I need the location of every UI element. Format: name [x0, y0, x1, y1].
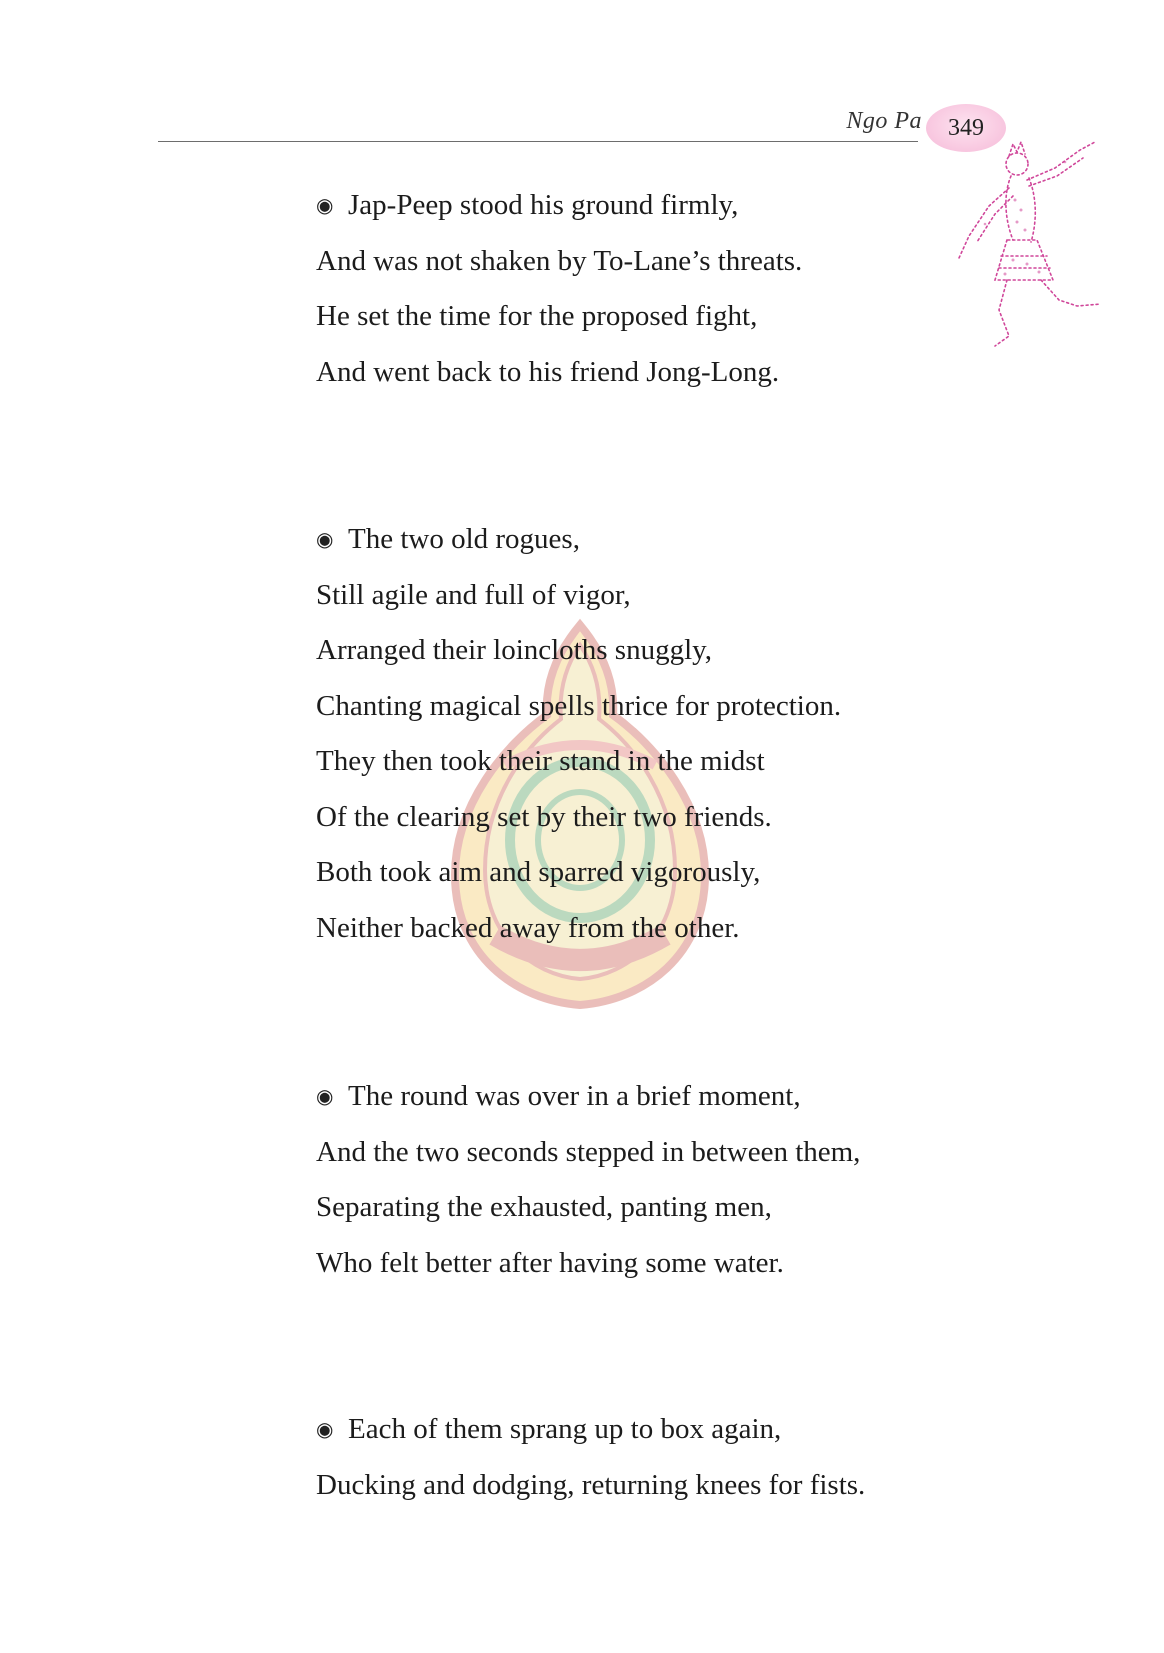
bullet-icon: ◉: [316, 1419, 334, 1441]
verse-line: And the two seconds stepped in between them,: [316, 1135, 861, 1168]
verse-line: They then took their stand in the midst: [316, 745, 765, 777]
verse-line: Still agile and full of vigor,: [316, 578, 631, 611]
dancer-illustration: [955, 140, 1115, 350]
verse-line: Neither backed away from the other.: [316, 911, 740, 944]
bullet-icon: ◉: [316, 529, 334, 551]
verse-line: He set the time for the proposed fight,: [316, 300, 758, 332]
verse-line: And went back to his friend Jong-Long.: [316, 355, 780, 388]
verse-stanza: [316, 1069, 860, 1291]
bullet-icon: ◉: [316, 1086, 334, 1108]
verse-line: Both took aim and sparred vigorously,: [316, 856, 761, 888]
verse-line: Who felt better after having some water.: [316, 1246, 784, 1279]
bullet-icon: ◉: [316, 195, 334, 217]
verse-line: Of the clearing set by their two friends.: [316, 800, 772, 833]
verse-line: Chanting magical spells thrice for protection.: [316, 689, 842, 722]
running-title: Ngo Pa: [846, 108, 922, 134]
page-number: 349: [948, 114, 984, 141]
verse-line: ◉ Jap-Peep stood his ground firmly,: [316, 178, 802, 234]
verse-line: ◉ The two old rogues,: [316, 512, 841, 568]
verse-line: ◉ The round was over in a brief moment,: [316, 1069, 860, 1125]
verse-line: ◉ Each of them sprang up to box again,: [316, 1402, 865, 1458]
verse-line: And was not shaken by To-Lane’s threats.: [316, 244, 803, 277]
verse-line: Ducking and dodging, returning knees for fists.: [316, 1468, 866, 1501]
verse-stanza: [316, 178, 802, 400]
verse-line: Separating the exhausted, panting men,: [316, 1191, 772, 1223]
verse-line: Arranged their loincloths snuggly,: [316, 634, 712, 666]
verse-stanza: [316, 1402, 865, 1513]
verse-stanza: [316, 512, 841, 956]
header-rule: [158, 141, 918, 142]
